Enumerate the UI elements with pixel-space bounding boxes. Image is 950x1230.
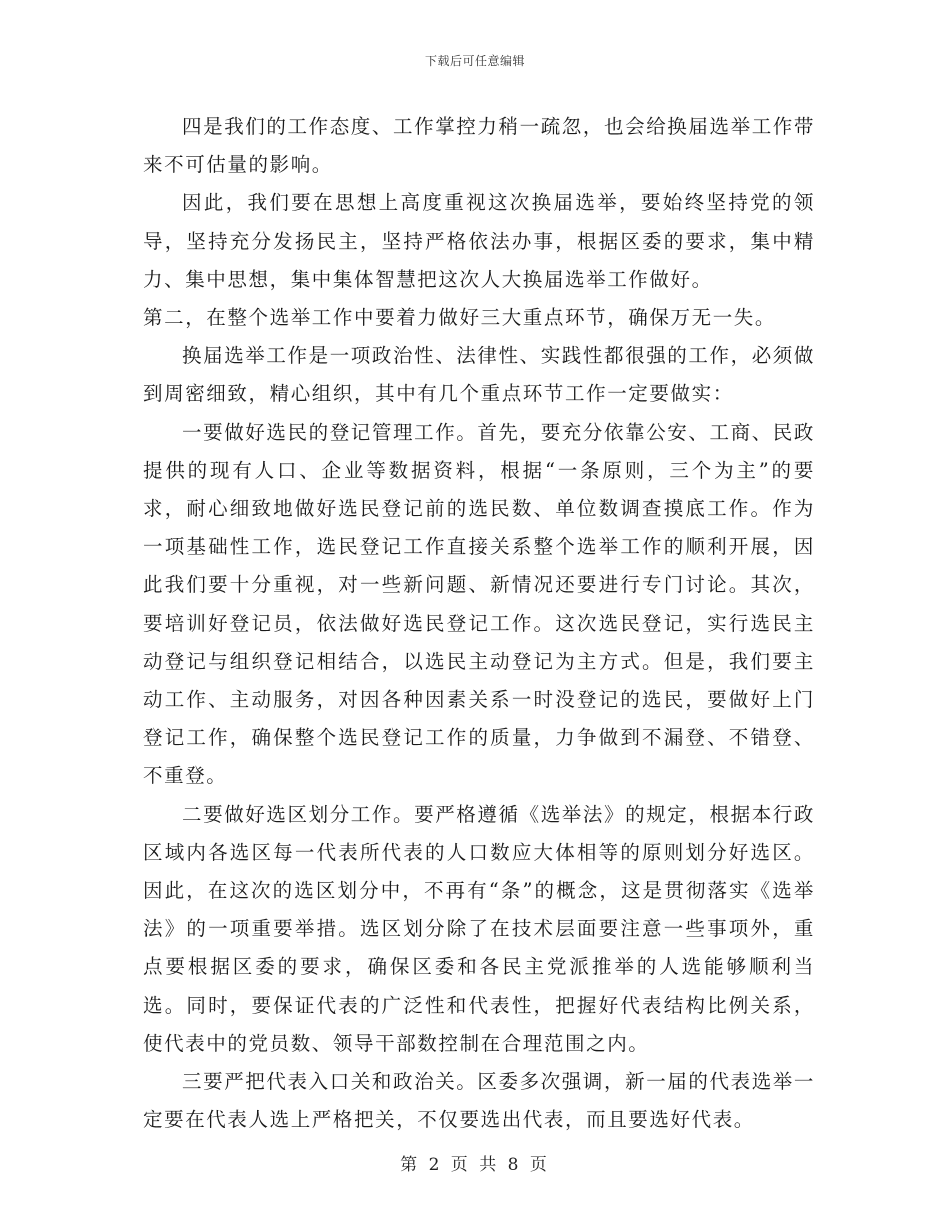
paragraph-2: 因此，我们要在思想上高度重视这次换届选举，要始终坚持党的领导，坚持充分发扬民主，坚持严格依法办事，根据区委的要求，集中精力、集中思想，集中集体智慧把这次人大换届选举工作做好。 bbox=[143, 191, 815, 291]
paragraph-4: 一要做好选民的登记管理工作。首先，要充分依靠公安、工商、民政提供的现有人口、企业等数据资料，根据“一条原则，三个为主”的要求，耐心细致地做好选民登记前的选民数、单位数调查摸底工作。作为一项基础性工作，选民登记工作直接关系整个选举工作的顺利开展，因此我们要十分重视，对一些新问题、新情况还要进行专门讨论。其次，要培训好登记员，依法做好选民登记工作。这次选民登记，实行选民主动登记与组织登记相结合，以选民主动登记为主方式。但是，我们要主动工作、主动服务，对因各种因素关系一时没登记的选民，要做好上门登记工作，确保整个选民登记工作的质量，力争做到不漏登、不错登、不重登。 bbox=[143, 420, 816, 788]
paragraph-3: 换届选举工作是一项政治性、法律性、实践性都很强的工作，必须做到周密细致，精心组织，其中有几个重点环节工作一定要做实： bbox=[143, 344, 816, 406]
section-heading-second: 第二，在整个选举工作中要着力做好三大重点环节，确保万无一失。 bbox=[143, 306, 777, 330]
paragraph-1: 四是我们的工作态度、工作掌控力稍一疏忽，也会给换届选举工作带来不可估量的影响。 bbox=[143, 115, 816, 177]
paragraph-5: 二要做好选区划分工作。要严格遵循《选举法》的规定，根据本行政区域内各选区每一代表所代表的人口数应大体相等的原则划分好选区。因此，在这次的选区划分中，不再有“条”的概念，这是贯彻落实《选举法》的一项重要举措。选区划分除了在技术层面要注意一些事项外，重点要根据区委的要求，确保区委和各民主党派推举的人选能够顺利当选。同时，要保证代表的广泛性和代表性，把握好代表结构比例关系，使代表中的党员数、领导干部数控制在合理范围之内。 bbox=[143, 802, 816, 1055]
document-body bbox=[143, 108, 815, 1139]
paragraph-6: 三要严把代表入口关和政治关。区委多次强调，新一届的代表选举一定要在代表人选上严格把关，不仅要选出代表，而且要选好代表。 bbox=[143, 1070, 816, 1132]
page-footer: 第 2 页 共 8 页 bbox=[400, 1155, 550, 1175]
page-header: 下载后可任意编辑 bbox=[424, 54, 525, 68]
